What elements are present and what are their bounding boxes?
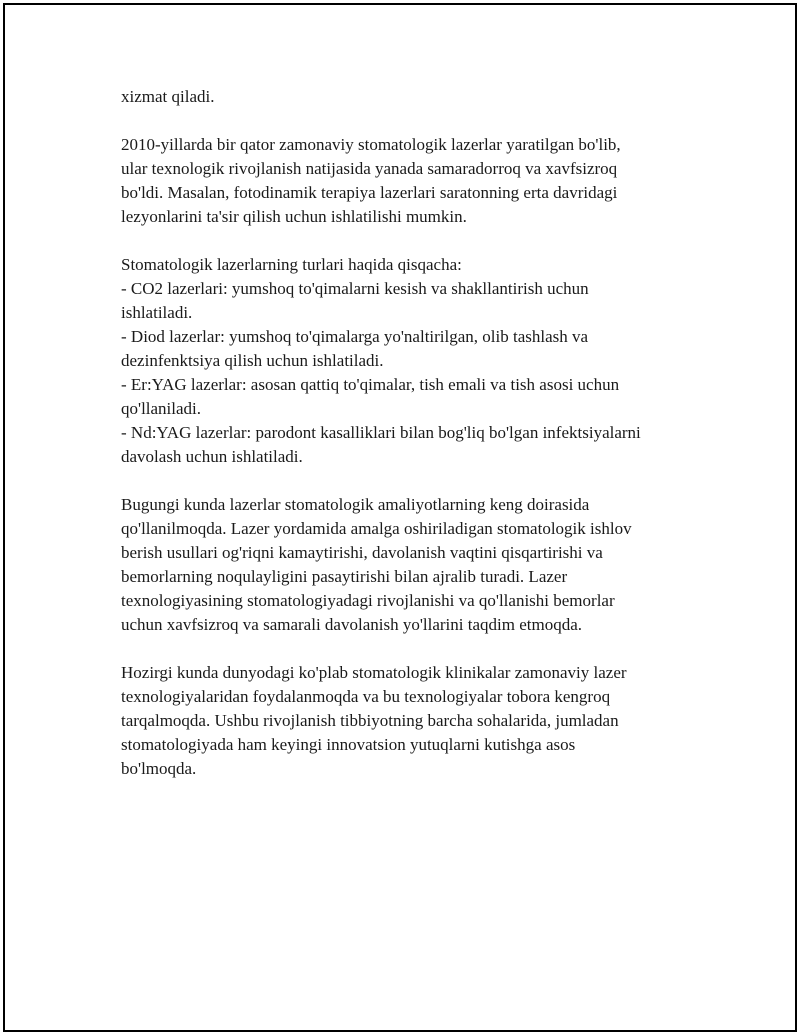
list-item-continuation: dezinfenktsiya qilish uchun ishlatiladi. xyxy=(121,351,384,370)
text-line: bo'ldi. Masalan, fotodinamik terapiya lazerlari saratonning erta davridagi xyxy=(121,183,618,202)
list-item: - Nd:YAG lazerlar: parodont kasalliklari bilan bog'liq bo'lgan infektsiyalarni xyxy=(121,423,641,442)
document-body xyxy=(121,85,701,805)
text-line: qo'llanilmoqda. Lazer yordamida amalga oshiriladigan stomatologik ishlov xyxy=(121,519,632,538)
text-line: 2010-yillarda bir qator zamonaviy stomatologik lazerlar yaratilgan bo'lib, xyxy=(121,135,621,154)
list-item: - Er:YAG lazerlar: asosan qattiq to'qimalar, tish emali va tish asosi uchun xyxy=(121,375,620,394)
text-line: bo'lmoqda. xyxy=(121,759,197,778)
paragraph-clinics-today xyxy=(121,661,701,781)
text-line: stomatologiyada ham keyingi innovatsion yutuqlarni kutishga asos xyxy=(121,735,576,754)
document-page xyxy=(3,3,797,1032)
text-line: tarqalmoqda. Ushbu rivojlanish tibbiyotning barcha sohalarida, jumladan xyxy=(121,711,619,730)
text-line: texnologiyalaridan foydalanmoqda va bu texnologiyalar tobora kengroq xyxy=(121,687,611,706)
list-heading: Stomatologik lazerlarning turlari haqida qisqacha: xyxy=(121,255,462,274)
paragraph-2010s-lasers xyxy=(121,133,701,229)
text-line: texnologiyasining stomatologiyadagi rivojlanishi va qo'llanishi bemorlar xyxy=(121,591,615,610)
text-line: bemorlarning noqulayligini pasaytirishi bilan ajralib turadi. Lazer xyxy=(121,567,568,586)
text-line: ular texnologik rivojlanish natijasida yanada samaradorroq va xavfsizroq xyxy=(121,159,618,178)
text-line: Bugungi kunda lazerlar stomatologik amaliyotlarning keng doirasida xyxy=(121,495,590,514)
text-line: berish usullari og'riqni kamaytirishi, davolanish vaqtini qisqartirishi va xyxy=(121,543,603,562)
list-item: - Diod lazerlar: yumshoq to'qimalarga yo'naltirilgan, olib tashlash va xyxy=(121,327,589,346)
text-line: uchun xavfsizroq va samarali davolanish yo'llarini taqdim etmoqda. xyxy=(121,615,582,634)
list-item-continuation: davolash uchun ishlatiladi. xyxy=(121,447,303,466)
list-item-continuation: qo'llaniladi. xyxy=(121,399,202,418)
list-item-continuation: ishlatiladi. xyxy=(121,303,193,322)
list-item: - CO2 lazerlari: yumshoq to'qimalarni kesish va shakllantirish uchun xyxy=(121,279,589,298)
text-line: lezyonlarini ta'sir qilish uchun ishlatilishi mumkin. xyxy=(121,207,467,226)
paragraph-current-use xyxy=(121,493,701,637)
text-line: xizmat qiladi. xyxy=(121,87,215,106)
paragraph-continuation xyxy=(121,85,701,109)
paragraph-laser-types xyxy=(121,253,701,469)
text-line: Hozirgi kunda dunyodagi ko'plab stomatologik klinikalar zamonaviy lazer xyxy=(121,663,627,682)
